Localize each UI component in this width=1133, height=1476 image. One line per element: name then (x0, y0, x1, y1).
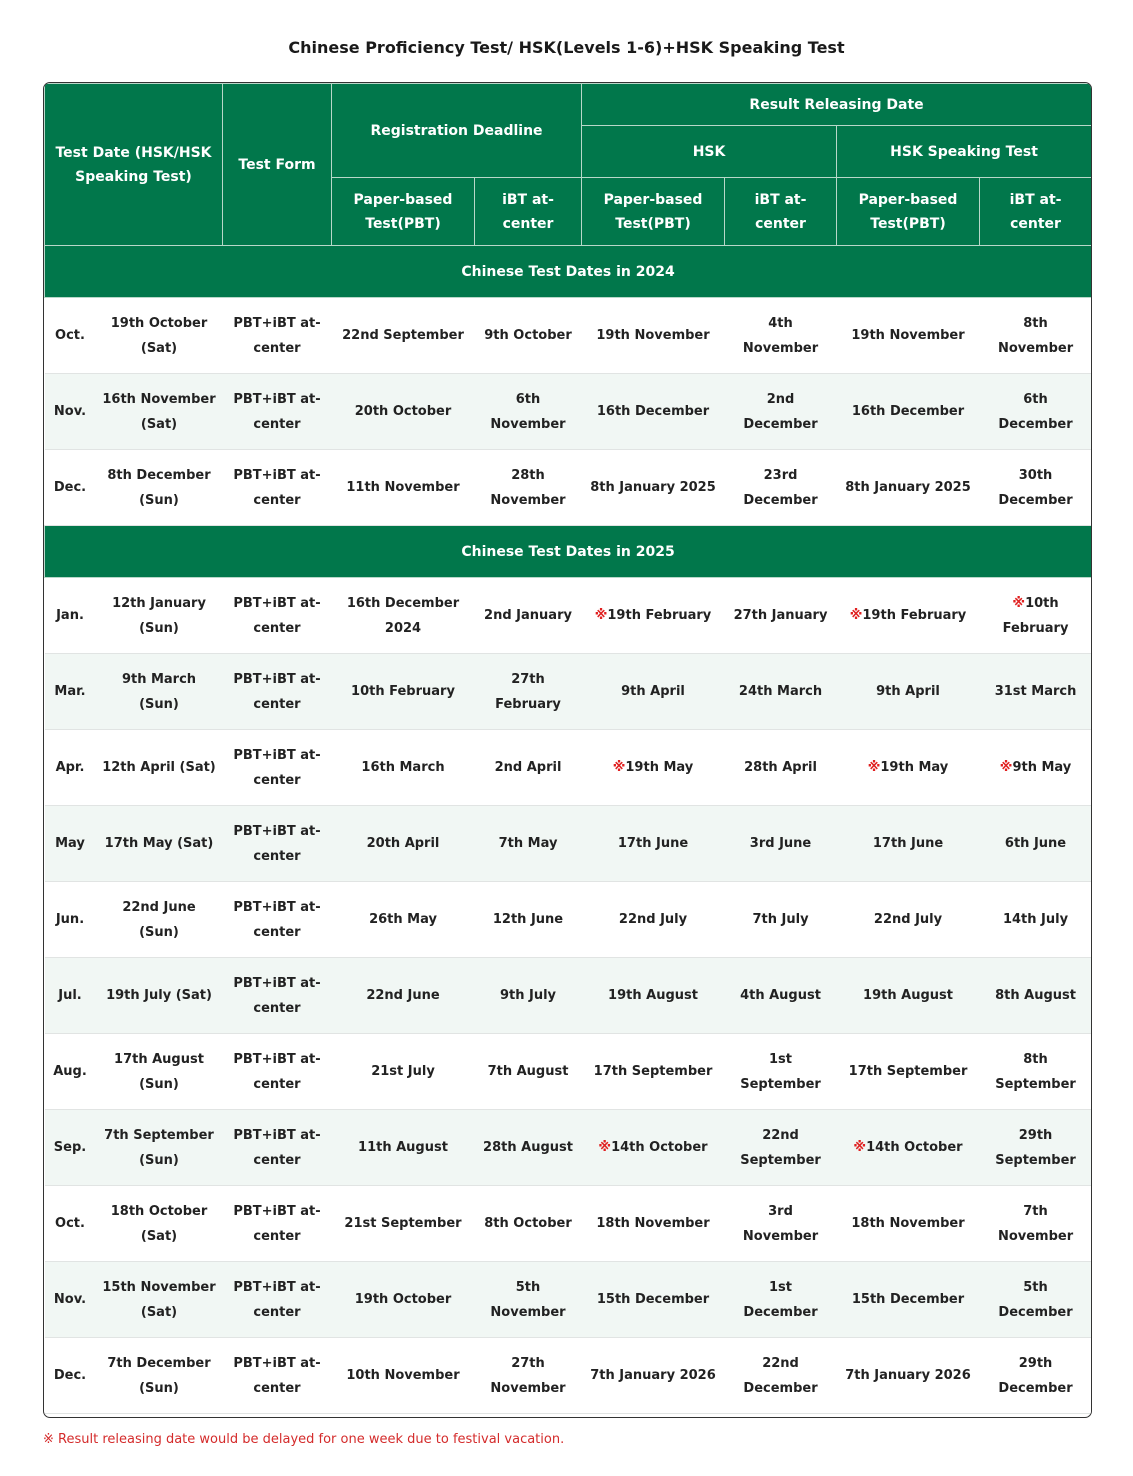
test-form-cell (223, 806, 332, 882)
table-row (45, 730, 1092, 806)
table-row (45, 1262, 1092, 1338)
test-date-cell (96, 958, 223, 1034)
cell-text: 8th January 2025 (845, 480, 971, 495)
month-cell (45, 578, 96, 654)
table-row (45, 1034, 1092, 1110)
spk-ibt-cell (980, 654, 1092, 730)
spk-ibt-cell (980, 450, 1092, 526)
cell-text: 7th November (997, 1203, 1074, 1244)
reg-ibt-cell (475, 806, 582, 882)
reg-ibt-cell (475, 1034, 582, 1110)
cell-text: 16th December 2024 (346, 595, 460, 636)
cell-text: PBT+iBT at-center (233, 1355, 321, 1396)
hsk-ibt-cell (725, 1262, 837, 1338)
cell-text: 22nd June (Sun) (122, 899, 196, 940)
hsk-pbt-cell (582, 1262, 725, 1338)
cell-text: 7th September (Sun) (104, 1127, 214, 1168)
cell-text: 10th February (351, 684, 455, 699)
delay-mark-icon: ※ (594, 608, 608, 623)
reg-pbt-cell (332, 654, 475, 730)
schedule-table-container (43, 82, 1092, 1418)
cell-text: PBT+iBT at-center (233, 1051, 321, 1092)
reg-ibt-cell (475, 654, 582, 730)
spk-ibt-cell (980, 578, 1092, 654)
cell-text: 15th December (596, 1292, 710, 1307)
cell-text: 7th August (487, 1064, 569, 1079)
header-reg-pbt: Paper-based Test(PBT) (332, 178, 475, 246)
cell-text: 11th November (346, 480, 460, 495)
reg-ibt-cell (475, 450, 582, 526)
test-date-cell (96, 578, 223, 654)
month-cell (45, 882, 96, 958)
page-title: Chinese Proficiency Test/ HSK(Levels 1-6)+HSK Speaking Test (288, 38, 845, 57)
test-form-cell (223, 1186, 332, 1262)
month-cell (45, 654, 96, 730)
table-row (45, 806, 1092, 882)
cell-text: 6th November (490, 391, 566, 432)
spk-ibt-cell (980, 882, 1092, 958)
spk-ibt-cell (980, 374, 1092, 450)
reg-pbt-cell (332, 578, 475, 654)
cell-text: 21st September (344, 1216, 462, 1231)
cell-text: 8th September (995, 1051, 1076, 1092)
cell-text: 8th November (997, 315, 1074, 356)
cell-text: 16th December (851, 404, 965, 419)
hsk-pbt-cell (582, 450, 725, 526)
cell-text: PBT+iBT at-center (233, 899, 321, 940)
table-row (45, 298, 1092, 374)
hsk-ibt-cell (725, 1034, 837, 1110)
cell-text: 9th October (484, 328, 572, 343)
hsk-ibt-cell (725, 1110, 837, 1186)
hsk-ibt-cell (725, 806, 837, 882)
cell-text: 5th November (490, 1279, 566, 1320)
cell-text: 28th August (483, 1140, 573, 1155)
test-form-cell (223, 958, 332, 1034)
month-cell (45, 1338, 96, 1414)
cell-text: 31st March (994, 684, 1077, 699)
cell-text: 2nd April (494, 760, 562, 775)
cell-text: 19th May (625, 760, 694, 775)
reg-pbt-cell (332, 730, 475, 806)
cell-text: 8th January 2025 (590, 480, 716, 495)
hsk-ibt-cell (725, 374, 837, 450)
cell-text: 19th November (596, 328, 710, 343)
table-header (45, 84, 1092, 246)
cell-text: 27th January (733, 608, 828, 623)
cell-text: 16th December (596, 404, 710, 419)
test-date-cell (96, 1186, 223, 1262)
cell-text: 11th August (358, 1140, 448, 1155)
spk-pbt-cell (837, 374, 980, 450)
footnote: ※ Result releasing date would be delayed for one week due to festival vacation. (43, 1432, 565, 1447)
hsk-ibt-cell (725, 654, 837, 730)
cell-text: 22nd June (366, 988, 440, 1003)
test-date-cell (96, 1262, 223, 1338)
cell-text: 17th August (Sun) (114, 1051, 204, 1092)
reg-ibt-cell (475, 1186, 582, 1262)
delay-mark-icon: ※ (1012, 595, 1026, 611)
cell-text: 7th December (Sun) (107, 1355, 211, 1396)
month-cell (45, 806, 96, 882)
header-hsk-speaking: HSK Speaking Test (837, 126, 1092, 178)
cell-text: 14th July (1002, 912, 1069, 927)
cell-text: 27th February (495, 671, 561, 712)
month-cell (45, 1034, 96, 1110)
cell-text: 14th October (611, 1140, 708, 1155)
test-form-cell (223, 298, 332, 374)
test-form-cell (223, 1110, 332, 1186)
header-hsk-pbt: Paper-based Test(PBT) (582, 178, 725, 246)
hsk-ibt-cell (725, 730, 837, 806)
reg-pbt-cell (332, 1110, 475, 1186)
spk-ibt-cell (980, 1034, 1092, 1110)
header-test-date: Test Date (HSK/HSK Speaking Test) (45, 84, 223, 246)
cell-text: 28th April (744, 760, 817, 775)
hsk-pbt-cell (582, 298, 725, 374)
reg-pbt-cell (332, 882, 475, 958)
hsk-ibt-cell (725, 450, 837, 526)
cell-text: Jun. (55, 912, 85, 927)
hsk-pbt-cell (582, 730, 725, 806)
spk-ibt-cell (980, 958, 1092, 1034)
reg-ibt-cell (475, 882, 582, 958)
cell-text: Nov. (53, 404, 87, 419)
cell-text: 20th October (354, 404, 452, 419)
test-form-cell (223, 1034, 332, 1110)
test-date-cell (96, 1338, 223, 1414)
table-row (45, 1110, 1092, 1186)
spk-ibt-cell (980, 1186, 1092, 1262)
reg-pbt-cell (332, 1262, 475, 1338)
cell-text: 3rd November (742, 1203, 819, 1244)
month-cell (45, 1110, 96, 1186)
header-result-releasing-date: Result Releasing Date (582, 84, 1092, 126)
cell-text: 6th June (1004, 836, 1067, 851)
cell-text: 1st September (740, 1051, 821, 1092)
cell-text: 15th November (Sat) (102, 1279, 216, 1320)
test-form-cell (223, 578, 332, 654)
cell-text: 22nd September (342, 328, 464, 343)
cell-text: 16th November (Sat) (102, 391, 216, 432)
cell-text: 17th September (593, 1064, 713, 1079)
delay-mark-icon: ※ (853, 1140, 867, 1155)
hsk-pbt-cell (582, 374, 725, 450)
cell-text: 19th August (608, 988, 698, 1003)
cell-text: 7th January 2026 (590, 1368, 716, 1383)
reg-ibt-cell (475, 958, 582, 1034)
month-cell (45, 1262, 96, 1338)
section-2025 (45, 526, 1092, 1414)
cell-text: 12th April (Sat) (102, 760, 216, 775)
hsk-pbt-cell (582, 958, 725, 1034)
cell-text: PBT+iBT at-center (233, 823, 321, 864)
month-cell (45, 958, 96, 1034)
test-form-cell (223, 1262, 332, 1338)
cell-text: PBT+iBT at-center (233, 467, 321, 508)
hsk-pbt-cell (582, 1338, 725, 1414)
table-row (45, 1186, 1092, 1262)
hsk-pbt-cell (582, 882, 725, 958)
cell-text: Oct. (55, 1216, 85, 1231)
cell-text: 18th November (596, 1216, 710, 1231)
test-date-cell (96, 1034, 223, 1110)
spk-ibt-cell (980, 806, 1092, 882)
section-title: Chinese Test Dates in 2024 (45, 246, 1092, 298)
cell-text: 19th October (Sat) (110, 315, 208, 356)
hsk-pbt-cell (582, 806, 725, 882)
cell-text: Jul. (58, 988, 82, 1003)
section-title: Chinese Test Dates in 2025 (45, 526, 1092, 578)
cell-text: 27th November (490, 1355, 566, 1396)
test-date-cell (96, 806, 223, 882)
cell-text: 19th July (Sat) (106, 988, 212, 1003)
cell-text: 22nd September (740, 1127, 821, 1168)
cell-text: Nov. (53, 1292, 87, 1307)
cell-text: Aug. (53, 1064, 87, 1079)
delay-mark-icon: ※ (999, 760, 1013, 775)
cell-text: 8th December (Sun) (107, 467, 211, 508)
test-form-cell (223, 450, 332, 526)
spk-pbt-cell (837, 1110, 980, 1186)
cell-text: Apr. (55, 760, 85, 775)
test-date-cell (96, 730, 223, 806)
cell-text: 30th December (998, 467, 1073, 508)
cell-text: 9th March (Sun) (121, 671, 197, 712)
header-hsk-ibt: iBT at-center (725, 178, 837, 246)
cell-text: 22nd July (873, 912, 943, 927)
reg-pbt-cell (332, 1034, 475, 1110)
cell-text: 2nd January (484, 608, 572, 623)
cell-text: 7th January 2026 (845, 1368, 971, 1383)
spk-pbt-cell (837, 730, 980, 806)
cell-text: 19th October (354, 1292, 452, 1307)
cell-text: 12th January (Sun) (112, 595, 206, 636)
test-date-cell (96, 374, 223, 450)
cell-text: 4th August (740, 988, 821, 1003)
hsk-ibt-cell (725, 1186, 837, 1262)
hsk-pbt-cell (582, 1110, 725, 1186)
cell-text: 18th October (Sat) (110, 1203, 208, 1244)
cell-text: 5th December (998, 1279, 1073, 1320)
spk-ibt-cell (980, 298, 1092, 374)
reg-pbt-cell (332, 298, 475, 374)
cell-text: Oct. (55, 328, 85, 343)
cell-text: 7th July (752, 912, 809, 927)
spk-pbt-cell (837, 450, 980, 526)
cell-text: Mar. (54, 684, 86, 699)
table-row (45, 882, 1092, 958)
spk-pbt-cell (837, 958, 980, 1034)
cell-text: 17th September (848, 1064, 968, 1079)
cell-text: 29th September (995, 1127, 1076, 1168)
month-cell (45, 298, 96, 374)
cell-text: PBT+iBT at-center (233, 1203, 321, 1244)
cell-text: 6th December (998, 391, 1073, 432)
spk-ibt-cell (980, 1262, 1092, 1338)
cell-text: 21st July (371, 1064, 435, 1079)
spk-pbt-cell (837, 1338, 980, 1414)
month-cell (45, 730, 96, 806)
cell-text: 19th February (862, 608, 967, 623)
spk-ibt-cell (980, 1110, 1092, 1186)
header-registration-deadline: Registration Deadline (332, 84, 582, 178)
spk-pbt-cell (837, 654, 980, 730)
reg-pbt-cell (332, 374, 475, 450)
cell-text: 22nd July (618, 912, 688, 927)
reg-pbt-cell (332, 1186, 475, 1262)
delay-mark-icon: ※ (867, 760, 881, 775)
cell-text: 9th May (1012, 760, 1072, 775)
test-date-cell (96, 450, 223, 526)
hsk-pbt-cell (582, 654, 725, 730)
cell-text: 7th May (498, 836, 558, 851)
cell-text: 26th May (369, 912, 437, 927)
spk-pbt-cell (837, 882, 980, 958)
cell-text: PBT+iBT at-center (233, 671, 321, 712)
test-date-cell (96, 298, 223, 374)
cell-text: 19th February (607, 608, 712, 623)
reg-ibt-cell (475, 1110, 582, 1186)
cell-text: PBT+iBT at-center (233, 595, 321, 636)
cell-text: 19th November (851, 328, 965, 343)
cell-text: 14th October (866, 1140, 963, 1155)
reg-ibt-cell (475, 1338, 582, 1414)
test-date-cell (96, 654, 223, 730)
reg-pbt-cell (332, 806, 475, 882)
test-date-cell (96, 1110, 223, 1186)
cell-text: 20th April (366, 836, 440, 851)
table-row (45, 654, 1092, 730)
reg-ibt-cell (475, 298, 582, 374)
reg-ibt-cell (475, 374, 582, 450)
cell-text: 19th May (880, 760, 949, 775)
header-spk-ibt: iBT at-center (980, 178, 1092, 246)
cell-text: 19th August (863, 988, 953, 1003)
hsk-ibt-cell (725, 298, 837, 374)
table-row (45, 450, 1092, 526)
cell-text: PBT+iBT at-center (233, 975, 321, 1016)
header-test-form: Test Form (223, 84, 332, 246)
cell-text: 18th November (851, 1216, 965, 1231)
reg-pbt-cell (332, 450, 475, 526)
cell-text: 8th October (484, 1216, 572, 1231)
cell-text: PBT+iBT at-center (233, 747, 321, 788)
reg-pbt-cell (332, 1338, 475, 1414)
reg-pbt-cell (332, 958, 475, 1034)
test-form-cell (223, 882, 332, 958)
cell-text: 16th March (361, 760, 445, 775)
cell-text: May (55, 836, 85, 851)
cell-text: Dec. (53, 480, 87, 495)
delay-mark-icon: ※ (598, 1140, 612, 1155)
cell-text: 22nd December (743, 1355, 818, 1396)
cell-text: 28th November (490, 467, 566, 508)
cell-text: 4th November (742, 315, 819, 356)
spk-ibt-cell (980, 730, 1092, 806)
test-date-cell (96, 882, 223, 958)
cell-text: PBT+iBT at-center (233, 315, 321, 356)
cell-text: Sep. (53, 1140, 87, 1155)
cell-text: 17th June (617, 836, 689, 851)
section-2024 (45, 246, 1092, 526)
test-form-cell (223, 654, 332, 730)
table-row (45, 578, 1092, 654)
hsk-pbt-cell (582, 578, 725, 654)
cell-text: PBT+iBT at-center (233, 1127, 321, 1168)
cell-text: 12th June (492, 912, 564, 927)
cell-text: 9th July (499, 988, 557, 1003)
cell-text: 2nd December (743, 391, 818, 432)
reg-ibt-cell (475, 730, 582, 806)
cell-text: 9th April (876, 684, 940, 699)
table-row (45, 374, 1092, 450)
cell-text: 15th December (851, 1292, 965, 1307)
test-form-cell (223, 374, 332, 450)
spk-pbt-cell (837, 298, 980, 374)
hsk-ibt-cell (725, 958, 837, 1034)
cell-text: 23rd December (743, 467, 818, 508)
spk-pbt-cell (837, 1186, 980, 1262)
spk-pbt-cell (837, 1262, 980, 1338)
cell-text: 17th May (Sat) (104, 836, 214, 851)
cell-text: Jan. (56, 608, 84, 623)
cell-text: 9th April (621, 684, 685, 699)
test-form-cell (223, 1338, 332, 1414)
month-cell (45, 374, 96, 450)
test-form-cell (223, 730, 332, 806)
cell-text: 1st December (743, 1279, 818, 1320)
hsk-pbt-cell (582, 1186, 725, 1262)
hsk-ibt-cell (725, 578, 837, 654)
table-row (45, 1338, 1092, 1414)
month-cell (45, 450, 96, 526)
cell-text: 24th March (738, 684, 823, 699)
table-row (45, 958, 1092, 1034)
cell-text: 10th February (1002, 595, 1069, 636)
cell-text: 17th June (872, 836, 944, 851)
hsk-pbt-cell (582, 1034, 725, 1110)
spk-ibt-cell (980, 1338, 1092, 1414)
cell-text: PBT+iBT at-center (233, 1279, 321, 1320)
cell-text: 29th December (998, 1355, 1073, 1396)
spk-pbt-cell (837, 578, 980, 654)
cell-text: 8th August (995, 988, 1076, 1003)
cell-text: PBT+iBT at-center (233, 391, 321, 432)
reg-ibt-cell (475, 578, 582, 654)
hsk-ibt-cell (725, 1338, 837, 1414)
reg-ibt-cell (475, 1262, 582, 1338)
spk-pbt-cell (837, 806, 980, 882)
header-hsk: HSK (582, 126, 837, 178)
cell-text: Dec. (53, 1368, 87, 1383)
header-spk-pbt: Paper-based Test(PBT) (837, 178, 980, 246)
schedule-table (44, 83, 1092, 1414)
header-reg-ibt: iBT at-center (475, 178, 582, 246)
cell-text: 10th November (346, 1368, 460, 1383)
hsk-ibt-cell (725, 882, 837, 958)
cell-text: 3rd June (749, 836, 812, 851)
delay-mark-icon: ※ (849, 608, 863, 623)
spk-pbt-cell (837, 1034, 980, 1110)
delay-mark-icon: ※ (612, 760, 626, 775)
month-cell (45, 1186, 96, 1262)
